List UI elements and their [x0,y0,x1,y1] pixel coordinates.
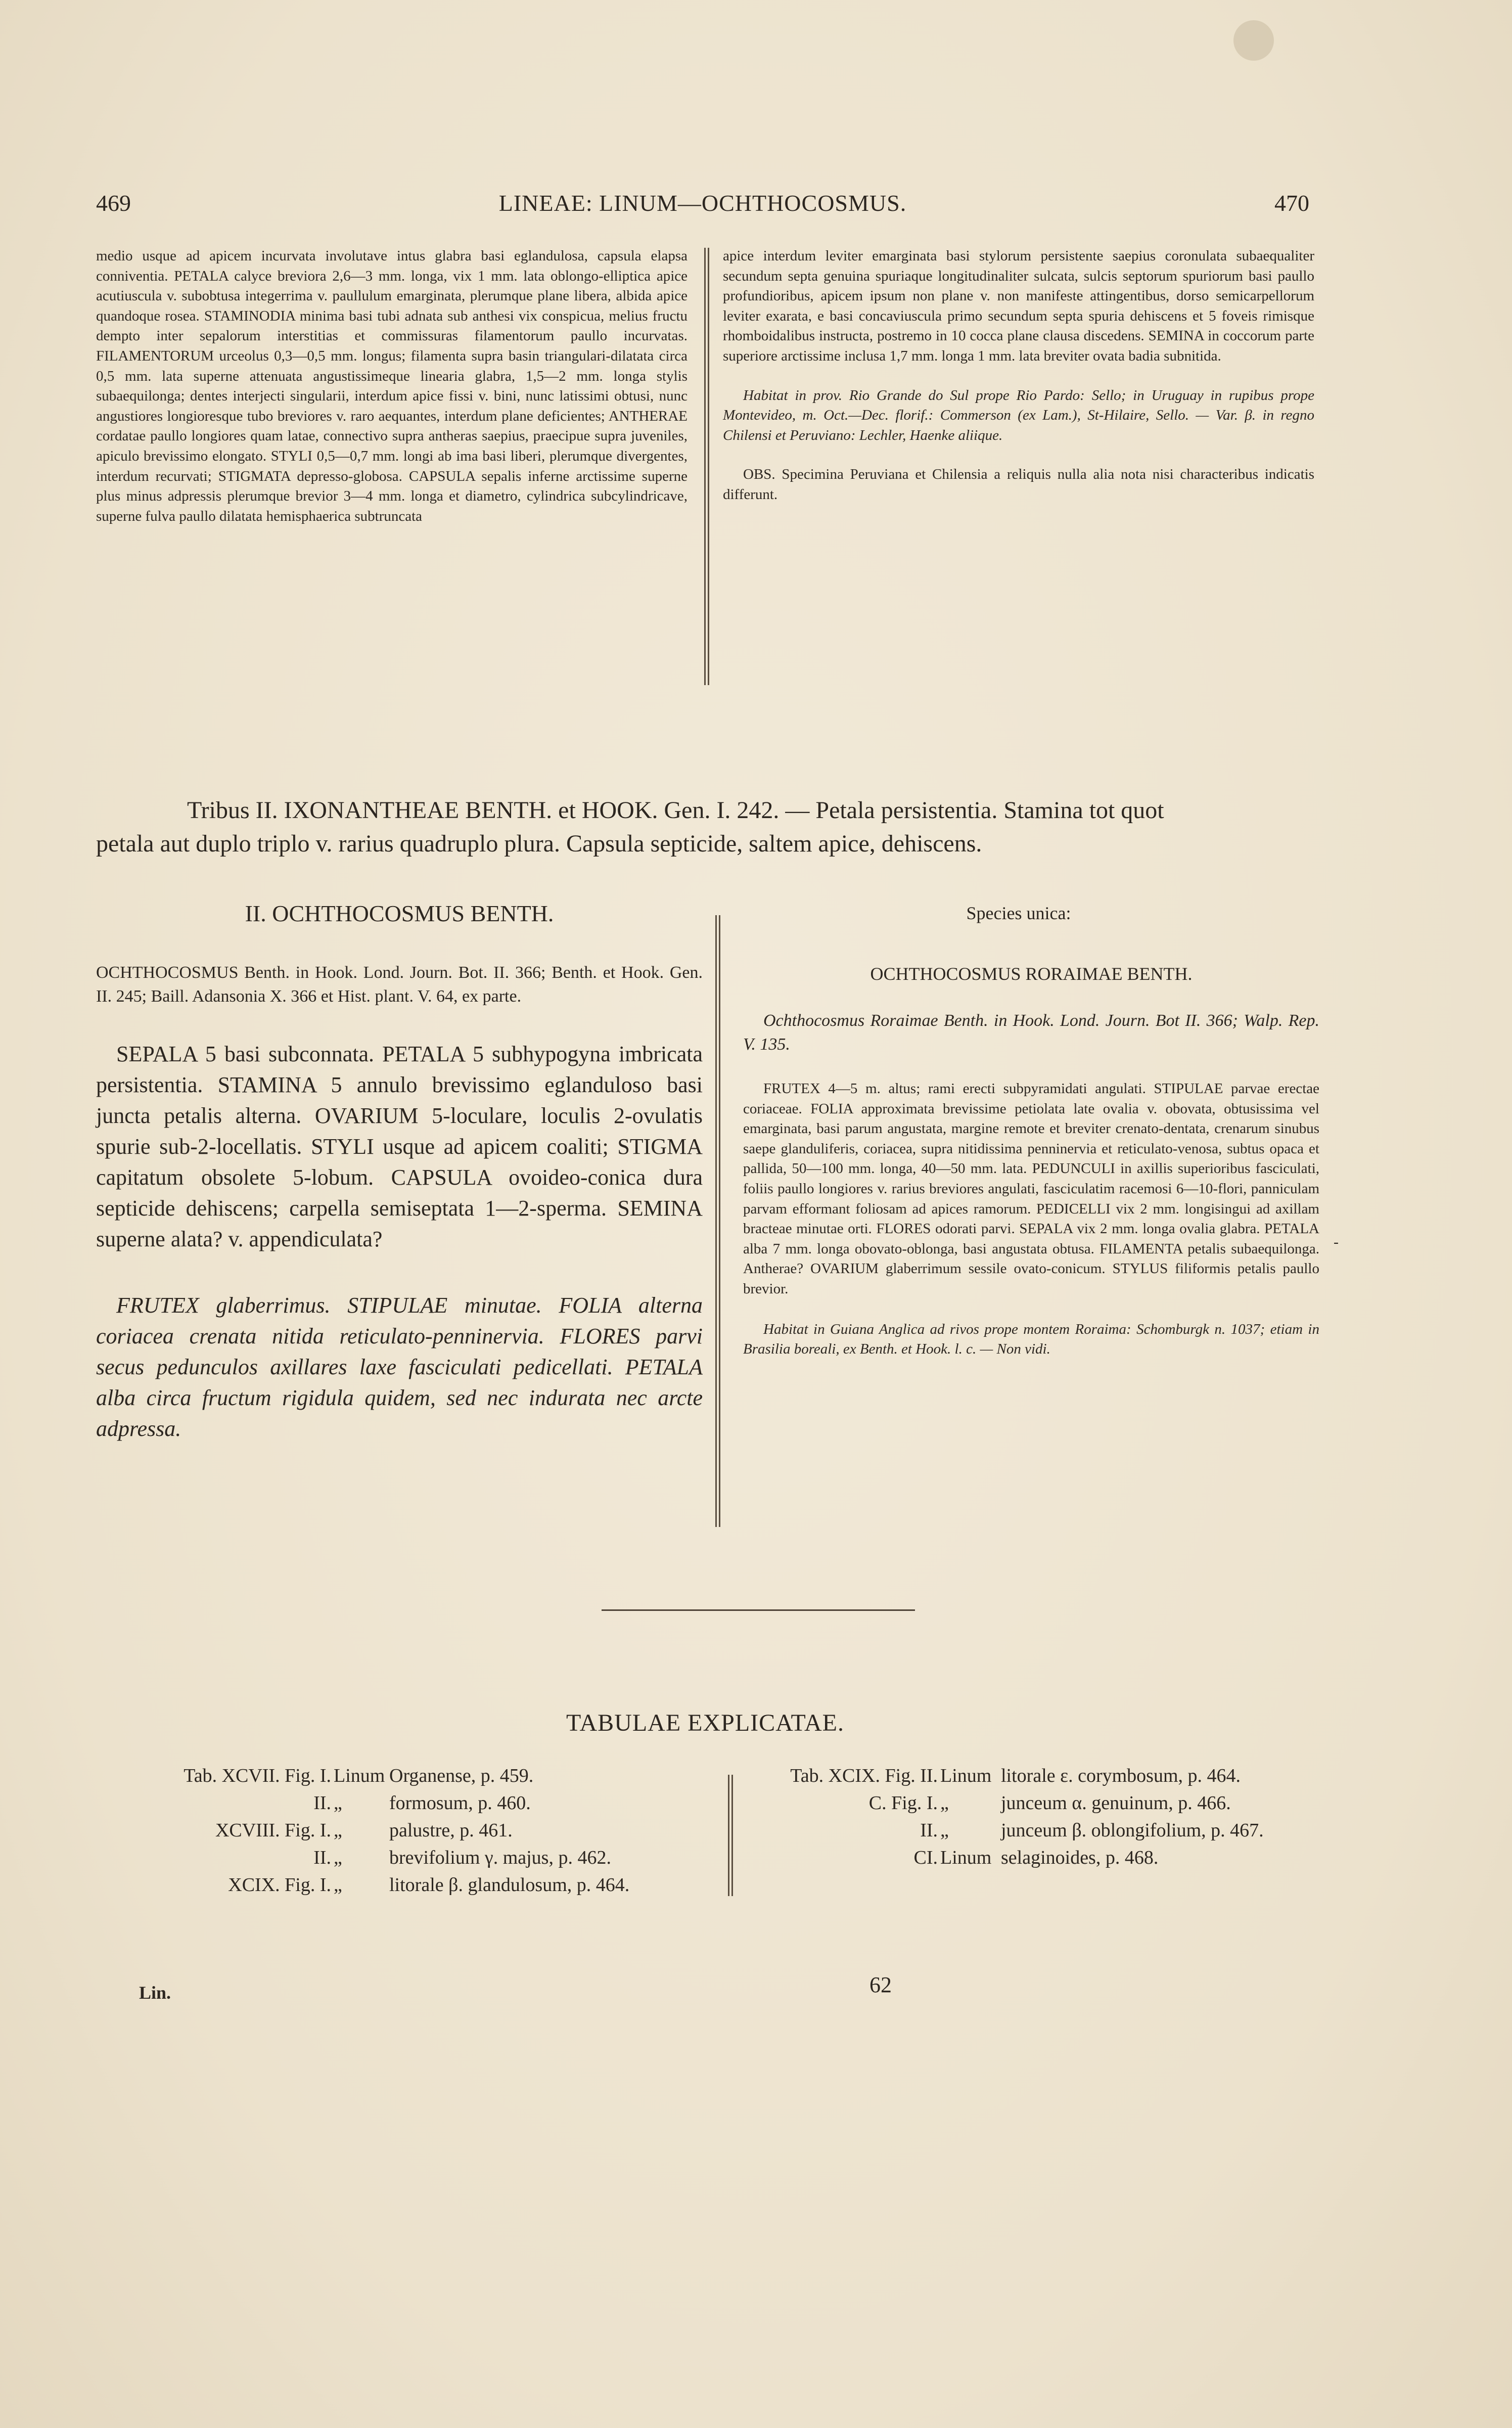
page-number-right: 470 [1274,190,1309,216]
plates-column-rule [728,1775,729,1896]
paper-stain [1233,20,1274,61]
plates-column-rule-double [731,1775,733,1896]
capsula-text: apice interdum leviter emarginata basi stylorum persistente saepius coronulata subaequaliter secundum septa genuina spuriaque longitudinaliter sulcata, sulcis septorum spuriorum basi paullo profundioribus, apicem ipsum non plane v. non manifeste attingentibus, dorso semicarpellorum leviter exarata, e basi concaviuscula primo secundum septa spuria dehiscens et 5 foveis rimisque rhomboidalibus instructa, postremo in 10 cocca plane clausa discedens. SEMINA in coccorum parte superiore arctissime inclusa 1,7 mm. longa 1 mm. lata breviter ovata badia subnitida. [723,248,1314,364]
plate-genus: „ [334,1874,342,1896]
genus-title: II. OCHTHOCOSMUS BENTH. [245,901,554,926]
habitat-linum: Habitat in prov. Rio Grande do Sul prope Rio Pardo: Sello; in Uruguay in rupibus prope Montevideo, m. Oct.—Dec. florif.: Commerson (ex Lam.), St-Hilaire, Sello. — Var. β. in regno Chilensi et Peruviano: Lechler, Haenke aliique. [723,387,1314,443]
plate-species: formosum, p. 460. [389,1792,531,1814]
plate-reference: XCVIII. Fig. I. [215,1820,331,1841]
species-habitat: Habitat in Guiana Anglica ad rivos prope montem Roraima: Schomburgk n. 1037; etiam in Brasilia boreali, ex Benth. et Hook. l. c. — Non vidi. [743,1321,1319,1358]
tribus-line-2: petala aut duplo triplo v. rarius quadruplo plura. Capsula septicide, saltem apice, dehiscens. [96,830,982,857]
plate-genus: Linum [334,1765,385,1786]
plate-genus: „ [334,1820,342,1841]
plate-genus: Linum [940,1847,992,1868]
plate-species: Organense, p. 459. [389,1765,534,1786]
plate-entry [96,1844,703,1871]
plate-entry [96,1789,703,1817]
section-column-rule-double [719,915,720,1527]
page-number-left: 469 [96,190,131,216]
left-column-continuation [96,246,688,526]
plate-species: palustre, p. 461. [389,1820,513,1841]
plate-entry [743,1762,1350,1789]
plate-entry [743,1789,1350,1817]
signature-number: 62 [869,1972,892,1997]
plate-entry [96,1817,703,1844]
plate-entry [743,1844,1350,1871]
plate-species: selaginoides, p. 468. [1001,1847,1159,1868]
species-synonymy: Ochthocosmus Roraimae Benth. in Hook. Lond. Journ. Bot II. 366; Walp. Rep. V. 135. [743,1011,1319,1054]
plate-genus: „ [940,1820,949,1841]
plate-reference: Tab. XCVII. Fig. I. [184,1765,331,1786]
plate-species: junceum α. genuinum, p. 466. [1001,1792,1231,1814]
running-header [96,190,1309,225]
species-column [743,963,1319,1360]
species-description: FRUTEX 4—5 m. altus; rami erecti subpyramidati angulati. STIPULAE parvae erectae coriaceae. FOLIA approximata brevissime petiolata late ovalia v. obovata, obtusissima vel emarginata, basi parum angustata, margine remote et breviter crenato-dentata, crenarum sinubus saepe glanduliferis, coriacea, supra nitidissima penninervia et reticulato-venosa, subtus opaca et pallida, 50—100 mm. longa, 40—50 mm. lata. PEDUNCULI in axillis superioribus fasciculati, foliis paullo longiores v. rarius breviores angulati, fasciculatim racemosi 6—10-flori, panniculam parvam efformant foliosam ad apices ramorum. PEDICELLI vix 2 mm. longisingui ad axillam bracteae minutae orti. FLORES odorati parvi. SEPALA vix 2 mm. longa ovalia glabra. PETALA alba 7 mm. longa obovato-oblonga, basi angustata obtusa. FILAMENTA petalis subaequilonga. Antherae? OVARIUM glaberrimum sessile ovato-conicum. STYLUS filiformis petalis paullo brevior. [743,1081,1319,1297]
plate-species: litorale ε. corymbosum, p. 464. [1001,1765,1241,1786]
section-divider [602,1609,915,1611]
species-unica-label: Species unica: [966,903,1071,923]
plate-genus: „ [334,1847,342,1868]
observation: OBS. Specimina Peruviana et Chilensia a reliquis nulla alia nota nisi characteribus indicatis differunt. [723,466,1314,503]
plate-reference: II. [920,1820,938,1841]
species-title: OCHTHOCOSMUS RORAIMAE BENTH. [870,964,1193,984]
plates-list-left [96,1762,703,1899]
right-column-continuation [723,246,1314,505]
running-title: LINEAE: LINUM—OCHTHOCOSMUS. [498,190,907,216]
plates-list-right [743,1762,1350,1871]
tribus-heading [96,794,1314,861]
tabulae-title: TABULAE EXPLICATAE. [566,1710,844,1736]
tribus-line-1: Tribus II. IXONANTHEAE BENTH. et HOOK. Gen. I. 242. — Petala persistentia. Stamina tot quot [187,797,1164,824]
genus-description: SEPALA 5 basi subconnata. PETALA 5 subhypogyna imbricata persistentia. STAMINA 5 annulo brevissimo eglanduloso basi juncta petalis alterna. OVARIUM 5-loculare, loculis 2-ovulatis spurie sub-2-locellatis. STYLI usque ad apicem coaliti; STIGMA capitatum obsolete 5-lobum. CAPSULA ovoideo-conica dura septicide dehiscens; carpella semiseptata 1—2-sperma. SEMINA superne alata? v. appendiculata? [96,1042,703,1251]
plate-species: brevifolium γ. majus, p. 462. [389,1847,611,1868]
plate-genus: „ [334,1792,342,1814]
plate-reference: Tab. XCIX. Fig. II. [790,1765,938,1786]
plate-entry [96,1871,703,1899]
genus-column [96,961,703,1444]
plate-reference: CI. [913,1847,938,1868]
plate-reference: II. [313,1847,331,1868]
continuation-text: medio usque ad apicem incurvata involutave intus glabra basi eglandulosa, capsula elapsa conniventia. PETALA calyce breviora 2,6—3 mm. longa, vix 1 mm. lata oblongo-elliptica apice acutiuscula v. subobtusa integerrima v. paullulum emarginata, plerumque plane libera, albida apice quandoque rosea. STAMINODIA minima basi tubi adnata sub anthesi vix conspicua, melius fructu dempto inter sepalorum interstitias et commissuras filamentorum paullo incurvatas. FILAMENTORUM urceolus 0,3—0,5 mm. longus; filamenta supra basin triangulari-dilatata circa 0,5 mm. lata superne attenuata angustissimeque linearia glabra, 1,5—2 mm. longa stylis subaequilonga; dentes interjecti singularii, interdum apice fissi v. bini, nunc latissimi obtusi, nunc angustiores longioresque tubo breviores v. raro aequantes, interdum plane deficientes; ANTHERAE cordatae paullo longiores quam latae, connectivo supra antheras saepius, praecipue supra juveniles, apiculo brevissimo elongato. STYLI 0,5—0,7 mm. longi ab ima basi liberi, plerumque divergentes, interdum recurvati; STIGMATA depresso-globosa. CAPSULA sepalis inferne arctissime superne plus minus adpressis plerumque brevior 3—4 mm. longa et diametro, cylindrica subcylindricave, superne fulva paullo dilatata hemisphaerica subtruncata [96,248,688,524]
plate-entry [96,1762,703,1789]
plate-species: junceum β. oblongifolium, p. 467. [1001,1820,1264,1841]
genus-synonymy: OCHTHOCOSMUS Benth. in Hook. Lond. Journ. Bot. II. 366; Benth. et Hook. Gen. II. 245; Baill. Adansonia X. 366 et Hist. plant. V. 64, ex parte. [96,963,703,1006]
plate-genus: Linum [940,1765,992,1786]
plate-reference: C. Fig. I. [868,1792,938,1814]
column-rule [704,248,706,685]
plate-reference: II. [313,1792,331,1814]
section-column-rule [715,915,717,1527]
plate-reference: XCIX. Fig. I. [228,1874,331,1896]
footer-abbreviation: Lin. [139,1983,171,2003]
margin-mark: - [1334,1234,1339,1250]
plate-entry [743,1817,1350,1844]
plate-genus: „ [940,1792,949,1814]
plate-species: litorale β. glandulosum, p. 464. [389,1874,630,1896]
genus-habit: FRUTEX glaberrimus. STIPULAE minutae. FOLIA alterna coriacea crenata nitida reticulato-penninervia. FLORES parvi secus pedunculos axillares laxe fasciculati pedicellati. PETALA alba circa fructum rigidula quidem, sed nec indurata nec arcte adpressa. [96,1293,703,1441]
column-rule-double [708,248,709,685]
